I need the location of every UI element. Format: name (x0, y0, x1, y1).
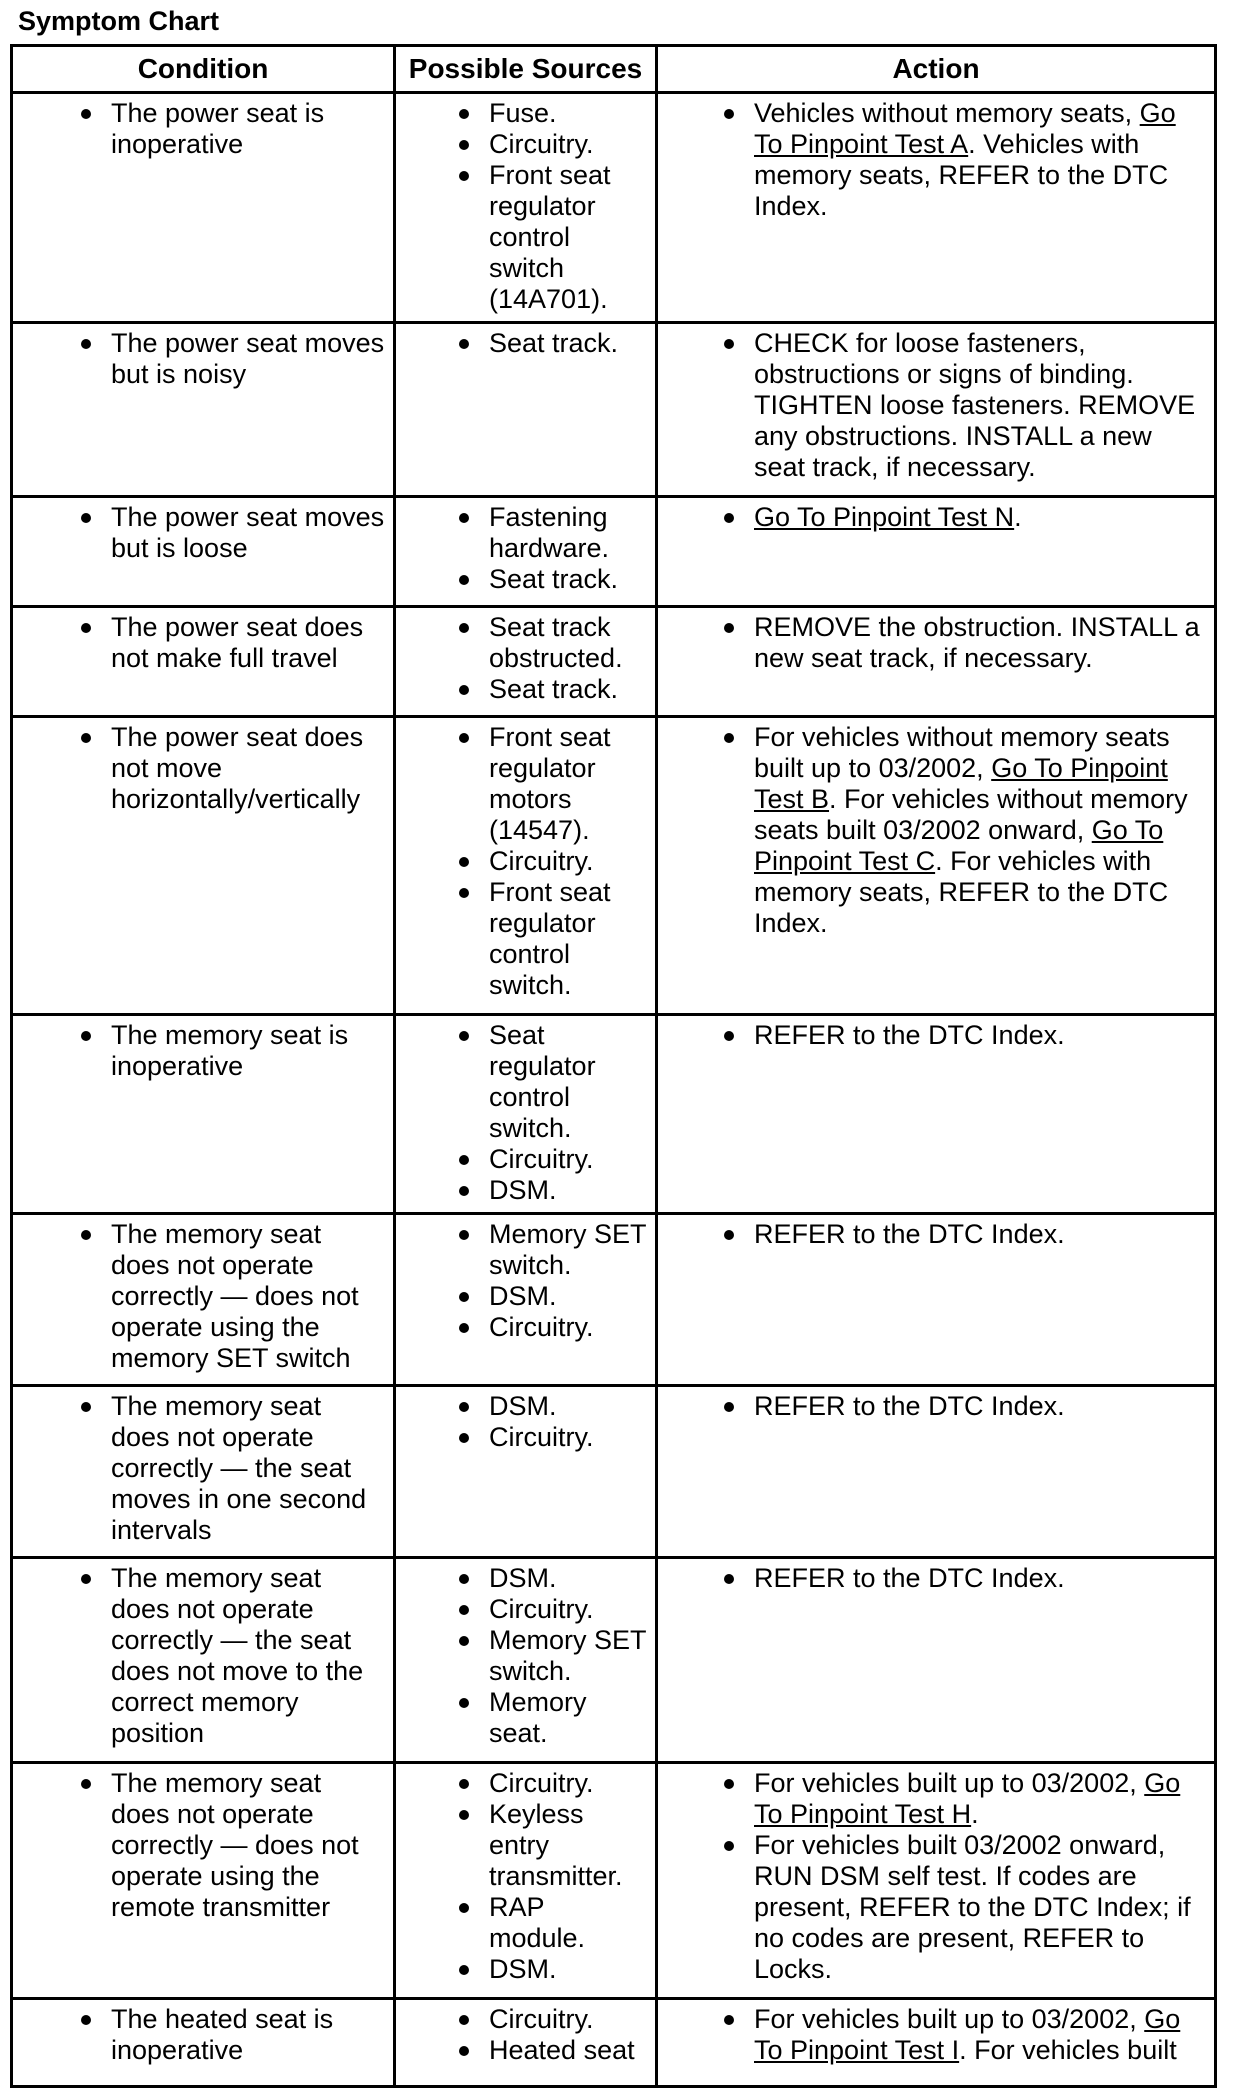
action-text: . (1014, 502, 1022, 532)
action-cell (657, 1558, 1216, 1763)
action-item (754, 1219, 1206, 1250)
condition-cell (12, 1999, 395, 2087)
condition-cell (12, 1763, 395, 1999)
action-item (754, 2004, 1206, 2066)
source-item: Memory seat. (489, 1687, 647, 1749)
condition-text: The power seat does not move horizontally/vertically (111, 722, 385, 815)
condition-cell (12, 1558, 395, 1763)
header-action: Action (657, 46, 1216, 93)
condition-cell (12, 1214, 395, 1386)
action-text: . For vehicles built (959, 2035, 1177, 2065)
source-item: Front seat regulator motors (14547). (489, 722, 647, 846)
header-row (12, 46, 1216, 93)
source-item: Seat regulator control switch. (489, 1020, 647, 1144)
header-condition: Condition (12, 46, 395, 93)
source-item: Circuitry. (489, 2004, 647, 2035)
pinpoint-test-link[interactable]: Go To Pinpoint Test B (754, 753, 1168, 814)
source-item: DSM. (489, 1954, 647, 1985)
condition-text: The power seat moves but is noisy (111, 328, 385, 389)
condition-text: The memory seat is inoperative (111, 1020, 385, 1082)
source-item: Circuitry. (489, 846, 647, 877)
action-text: REMOVE the obstruction. INSTALL a new seat track, if necessary. (754, 612, 1200, 673)
action-cell (657, 1999, 1216, 2087)
source-item: Circuitry. (489, 1594, 647, 1625)
action-text: REFER to the DTC Index. (754, 1391, 1065, 1421)
condition-text: The memory seat does not operate correctly — the seat moves in one second intervals (111, 1391, 385, 1546)
action-text: CHECK for loose fasteners, obstructions or signs of binding. TIGHTEN loose fasteners. REMOVE any obstructions. INSTALL a new seat track, if necessary. (754, 328, 1196, 482)
action-text: For vehicles built 03/2002 onward, RUN DSM self test. If codes are present, REFER to the DTC Index; if no codes are present, REFER to Locks. (754, 1830, 1191, 1984)
condition-text: The power seat moves but is loose (111, 502, 385, 563)
source-item: Front seat regulator control switch. (489, 877, 647, 1001)
source-item: Circuitry. (489, 1144, 647, 1175)
condition-cell (12, 93, 395, 323)
condition-text: The power seat is inoperative (111, 98, 385, 160)
table-row (12, 1999, 1216, 2087)
action-text: Vehicles without memory seats, (754, 98, 1140, 128)
action-cell (657, 1015, 1216, 1214)
condition-text: The memory seat does not operate correctly — does not operate using the remote transmitter (111, 1768, 385, 1923)
condition-text: The memory seat does not operate correctly — the seat does not move to the correct memory position (111, 1563, 385, 1749)
action-cell (657, 497, 1216, 607)
action-text: For vehicles without memory seats built up to 03/2002, (754, 722, 1170, 783)
pinpoint-test-link[interactable]: Go To Pinpoint Test C (754, 815, 1164, 876)
source-item: DSM. (489, 1391, 647, 1422)
pinpoint-test-link[interactable]: Go To Pinpoint Test N (754, 502, 1015, 532)
source-item: Circuitry. (489, 1312, 647, 1343)
symptom-table (10, 44, 1217, 2088)
source-item: Seat track. (489, 328, 647, 359)
action-cell (657, 323, 1216, 497)
action-text: For vehicles built up to 03/2002, (754, 1768, 1145, 1798)
pinpoint-test-link[interactable]: Go To Pinpoint Test H (754, 1768, 1181, 1829)
table-row (12, 323, 1216, 497)
sources-cell (395, 323, 657, 497)
action-item (754, 328, 1206, 483)
action-item (754, 722, 1206, 939)
sources-cell (395, 1015, 657, 1214)
action-item (754, 1830, 1206, 1985)
table-row (12, 93, 1216, 323)
action-text: REFER to the DTC Index. (754, 1563, 1065, 1593)
sources-cell (395, 93, 657, 323)
header-sources: Possible Sources (395, 46, 657, 93)
action-cell (657, 93, 1216, 323)
sources-cell (395, 1999, 657, 2087)
table-row (12, 497, 1216, 607)
source-item: Memory SET switch. (489, 1219, 647, 1280)
source-item: DSM. (489, 1563, 647, 1594)
action-item (754, 98, 1206, 222)
action-item (754, 612, 1206, 674)
source-item: Seat track obstructed. (489, 612, 647, 674)
source-item: DSM. (489, 1175, 647, 1206)
condition-text: The power seat does not make full travel (111, 612, 385, 674)
sources-cell (395, 1558, 657, 1763)
condition-cell (12, 497, 395, 607)
action-cell (657, 1386, 1216, 1558)
source-item: Seat track. (489, 674, 647, 705)
sources-cell (395, 607, 657, 717)
condition-cell (12, 323, 395, 497)
action-item (754, 1768, 1206, 1830)
action-item (754, 1391, 1206, 1422)
source-item: Memory SET switch. (489, 1625, 647, 1686)
action-text: . (971, 1799, 979, 1829)
sources-cell (395, 1386, 657, 1558)
source-item: Seat track. (489, 564, 647, 595)
condition-cell (12, 607, 395, 717)
condition-text: The heated seat is inoperative (111, 2004, 385, 2066)
chart-title: Symptom Chart (18, 6, 220, 36)
table-row (12, 717, 1216, 1015)
source-item: Front seat regulator control switch (14A701). (489, 160, 647, 315)
action-text: For vehicles built up to 03/2002, (754, 2004, 1145, 2034)
pinpoint-test-link[interactable]: Go To Pinpoint Test A (754, 98, 1176, 159)
condition-text: The memory seat does not operate correctly — does not operate using the memory SET switch (111, 1219, 385, 1374)
source-item: Circuitry. (489, 1768, 647, 1799)
action-text: . For vehicles without memory seats built 03/2002 onward, (754, 784, 1188, 845)
action-text: REFER to the DTC Index. (754, 1219, 1065, 1249)
action-text: . For vehicles with memory seats, REFER to the DTC Index. (754, 846, 1169, 938)
sources-cell (395, 1763, 657, 1999)
action-text: . Vehicles with memory seats, REFER to the DTC Index. (754, 129, 1169, 221)
table-row (12, 1558, 1216, 1763)
action-item (754, 1563, 1206, 1594)
source-item: RAP module. (489, 1892, 647, 1954)
table-row (12, 1214, 1216, 1386)
source-item: Keyless entry transmitter. (489, 1799, 647, 1892)
sources-cell (395, 1214, 657, 1386)
source-item: Circuitry. (489, 1422, 647, 1453)
action-item (754, 502, 1206, 533)
condition-cell (12, 1386, 395, 1558)
table-row (12, 1386, 1216, 1558)
pinpoint-test-link[interactable]: Go To Pinpoint Test I (754, 2004, 1181, 2065)
sources-cell (395, 717, 657, 1015)
sources-cell (395, 497, 657, 607)
source-item: Fastening hardware. (489, 502, 647, 564)
table-row (12, 607, 1216, 717)
table-row (12, 1015, 1216, 1214)
table-row (12, 1763, 1216, 1999)
action-cell (657, 1763, 1216, 1999)
condition-cell (12, 1015, 395, 1214)
source-item: DSM. (489, 1281, 647, 1312)
source-item: Heated seat (489, 2035, 647, 2066)
action-item (754, 1020, 1206, 1051)
action-cell (657, 607, 1216, 717)
condition-cell (12, 717, 395, 1015)
source-item: Circuitry. (489, 129, 647, 160)
source-item: Fuse. (489, 98, 647, 129)
action-cell (657, 717, 1216, 1015)
action-text: REFER to the DTC Index. (754, 1020, 1065, 1050)
action-cell (657, 1214, 1216, 1386)
